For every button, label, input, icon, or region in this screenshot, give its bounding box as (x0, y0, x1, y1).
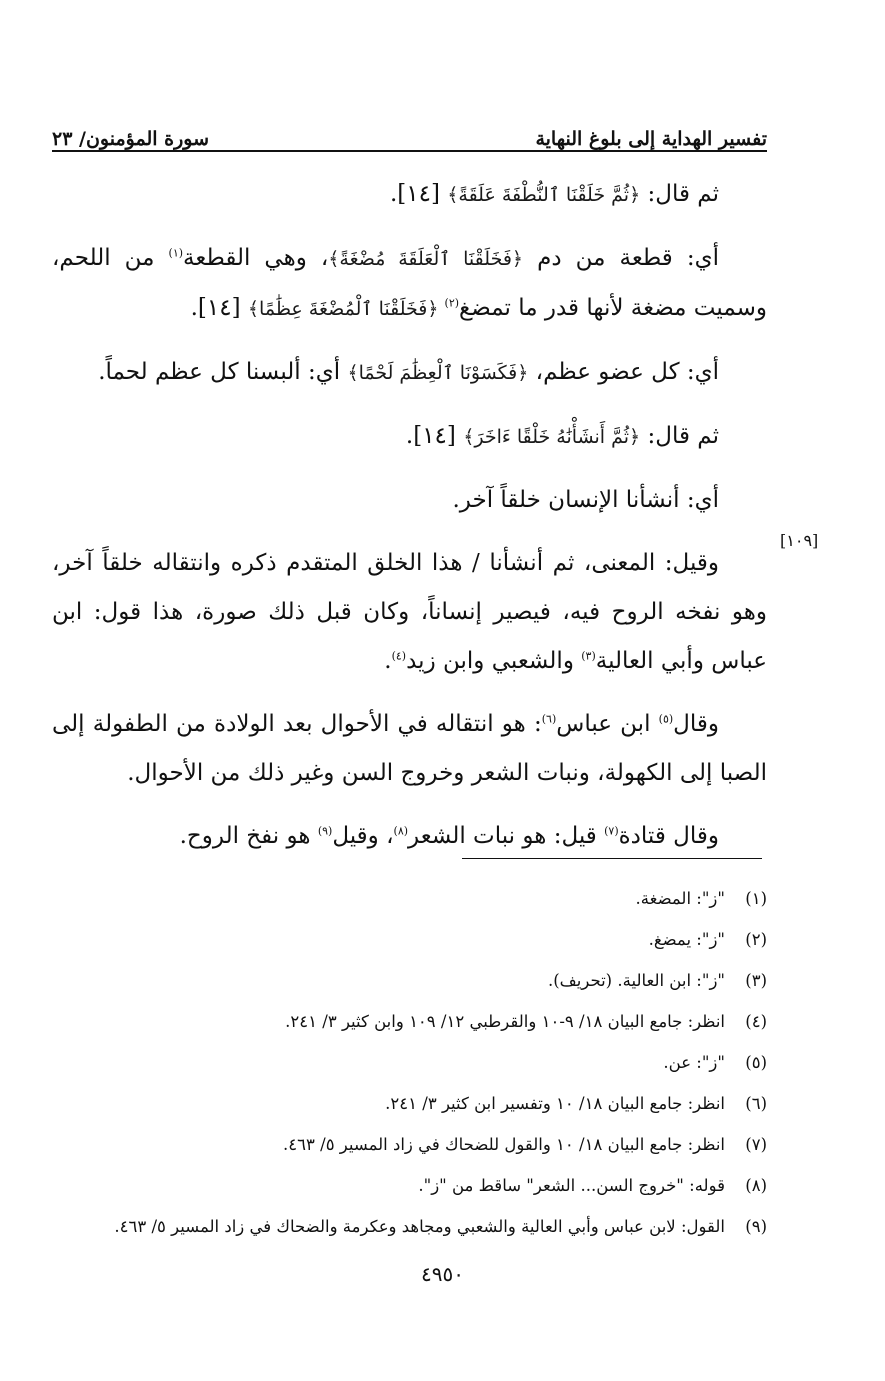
text-span: ثم قال: (640, 423, 719, 449)
text-span: : هو انتقاله في الأحوال بعد الولادة من الطفولة إلى الصبا إلى الكهولة، ونبات الشعر وخروج السن وغير ذلك من الأحوال. (52, 711, 767, 786)
footnote-text: "ز": المضغة. (635, 889, 725, 908)
footnote-number: (٥) (745, 1053, 767, 1072)
footnote-text: انظر: جامع البيان ١٨/ ٩-١٠ والقرطبي ١٢/ ١٠٩ وابن كثير ٣/ ٢٤١. (285, 1012, 725, 1031)
paragraph-1 (52, 170, 767, 220)
footnote-item (52, 1083, 767, 1124)
text-span: أي: كل عضو عظم، (528, 359, 719, 385)
footnote-text: انظر: جامع البيان ١٨/ ١٠ وتفسير ابن كثير ٣/ ٢٤١. (385, 1094, 725, 1113)
text-span: [١٤]. (190, 295, 248, 321)
footnote-ref[interactable]: (٧) (604, 824, 619, 838)
text-span: وقال (673, 711, 719, 737)
header-rule (52, 150, 767, 152)
footnote-item (52, 1042, 767, 1083)
paragraph-6 (52, 539, 767, 686)
page-number: ٤٩٥٠ (421, 1262, 464, 1286)
paragraph-4 (52, 412, 767, 462)
text-span: ، وقيل (332, 823, 394, 849)
text-span: أي: قطعة من دم (523, 245, 719, 271)
footnote-ref[interactable]: (٦) (541, 712, 557, 726)
text-span: من اللحم، وسميت مضغة لأنها قدر ما تمضغ (52, 245, 767, 321)
footnote-text: القول: لابن عباس وأبي العالية والشعبي ومجاهد وعكرمة والضحاك في زاد المسير ٥/ ٤٦٣. (114, 1217, 725, 1236)
footnote-ref[interactable]: (١) (168, 246, 184, 260)
text-span: ابن عباس (556, 711, 659, 737)
footnote-ref[interactable]: (٤) (391, 649, 407, 663)
surah-label: سورة المؤمنون/ ٢٣ (52, 128, 210, 150)
paragraph-5: أي: أنشأنا الإنسان خلقاً آخر. (452, 487, 719, 513)
footnote-number: (٧) (745, 1135, 767, 1154)
footnote-item (52, 1206, 767, 1247)
footnote-number: (١) (745, 889, 767, 908)
footnote-item (52, 878, 767, 919)
paragraph-7 (52, 700, 767, 798)
footnote-ref[interactable]: (٨) (393, 824, 409, 838)
quran-verse: ﴿فَكَسَوْنَا ٱلْعِظَٰمَ لَحْمًا﴾ (347, 362, 529, 384)
main-text (52, 170, 767, 875)
footnote-text: "ز": يمضغ. (648, 930, 725, 949)
footnote-number: (٢) (745, 930, 767, 949)
margin-reference: [١٠٩] (780, 531, 819, 550)
footnote-ref[interactable]: (٣) (581, 649, 596, 663)
footnote-ref[interactable]: (٢) (444, 296, 460, 310)
footnote-text: انظر: جامع البيان ١٨/ ١٠ والقول للضحاك في زاد المسير ٥/ ٤٦٣. (283, 1135, 725, 1154)
footnote-item (52, 960, 767, 1001)
footnote-number: (٩) (745, 1217, 767, 1236)
footnote-text: قوله: "خروج السن... الشعر" ساقط من "ز". (418, 1176, 725, 1195)
text-span: [١٤]. (389, 181, 448, 207)
footnote-number: (٣) (745, 971, 767, 990)
footnote-text: "ز": ابن العالية. (تحريف). (547, 971, 725, 990)
footnotes (52, 878, 767, 1247)
footnote-item (52, 1124, 767, 1165)
footnote-number: (٤) (745, 1012, 767, 1031)
footnote-item (52, 1165, 767, 1206)
paragraph-2 (52, 234, 767, 334)
footnote-item (52, 1001, 767, 1042)
paragraph-8 (52, 812, 767, 861)
footnote-item (52, 919, 767, 960)
text-span: ثم قال: (640, 181, 719, 207)
text-span: وقال قتادة (618, 823, 719, 849)
footnote-ref[interactable]: (٩) (317, 824, 333, 838)
footnote-text: "ز": عن. (663, 1053, 725, 1072)
footnote-ref[interactable]: (٥) (658, 712, 674, 726)
text-span: [١٤]. (405, 423, 464, 449)
text-span: ، وهي القطعة (183, 245, 329, 271)
quran-verse: ﴿فَخَلَقْنَا ٱلْمُضْغَةَ عِظَٰمًا﴾ (247, 298, 445, 320)
quran-verse: ﴿ثُمَّ خَلَقْنَا ٱلنُّطْفَةَ عَلَقَةً﴾ (447, 184, 641, 206)
quran-verse: ﴿ثُمَّ أَنشَأْنَٰهُ خَلْقًا ءَاخَرَ﴾ (463, 426, 641, 448)
text-span: هو نفخ الروح. (179, 823, 318, 849)
footnote-rule (462, 858, 762, 859)
running-header (52, 110, 767, 150)
book-title: تفسير الهداية إلى بلوغ النهاية (535, 128, 767, 150)
footnote-number: (٦) (745, 1094, 767, 1113)
quran-verse: ﴿فَخَلَقْنَا ٱلْعَلَقَةَ مُضْغَةً﴾ (328, 248, 524, 270)
text-span: وقيل: المعنى، ثم أنشأنا / هذا الخلق المتقدم ذكره وانتقاله خلقاً آخر، وهو نفخه الروح فيه، فيصير إنساناً، وكان قبل ذلك صورة، هذا قول: ابن عباس وأبي العالية (52, 550, 767, 674)
paragraph-3 (52, 348, 767, 398)
text-span: . (384, 648, 392, 674)
text-span: والشعبي وابن زيد (406, 648, 582, 674)
footnote-number: (٨) (745, 1176, 767, 1195)
text-span: قيل: هو نبات الشعر (408, 823, 605, 849)
text-span: أي: ألبسنا كل عظم لحماً. (98, 359, 348, 385)
